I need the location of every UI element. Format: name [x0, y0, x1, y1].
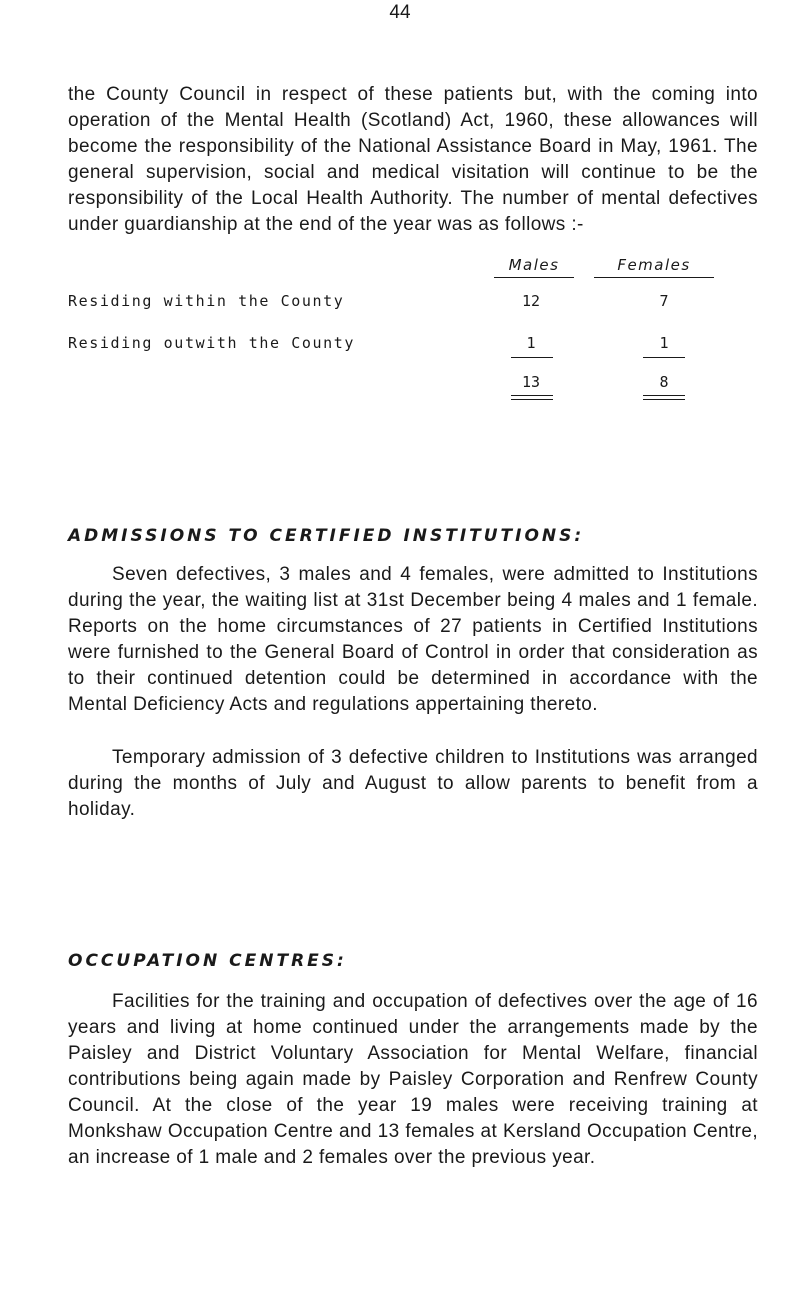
- intro-paragraph: the County Council in respect of these patients but, with the coming into operation of the Mental Health (Scotland) Act, 1960, these allowances will become the responsibility of the National Assistance Board in May, 1961. The general supervision, social and medical visitation will continue to be the responsibility of the Local Health Authority. The number of mental defectives under guardianship at the end of the year was as follows :-: [68, 84, 758, 235]
- occupation-centres-paragraph: Facilities for the training and occupation of defectives over the age of 16 years and living at home continued under the arrangements made by the Paisley and District Voluntary Association for Mental Welfare, financial contributions being again made by Paisley Corporation and Renfrew County Council. At the close of the year 19 males were receiving training at Monkshaw Occupation Centre and 13 females at Kersland Occupation Centre, an increase of 1 male and 2 females over the previous year.: [68, 991, 758, 1168]
- females-cell: 1: [659, 334, 669, 352]
- page-number: 44: [389, 2, 411, 23]
- admissions-paragraph: Seven defectives, 3 males and 4 females, were admitted to Institutions during the year, the waiting list at 31st December being 4 males and 1 female. Reports on the home circumstances of 27 patients in Certified Institutions were furnished to the General Board of Control in order that consideration as to their continued detention could be determined in accordance with the Mental Deficiency Acts and regulations appertaining thereto.: [68, 564, 758, 715]
- males-cell: 1: [526, 334, 536, 352]
- admissions-heading: ADMISSIONS TO CERTIFIED INSTITUTIONS:: [68, 526, 585, 546]
- subtotal-rule-males: [511, 357, 553, 358]
- males-column-header: Males: [494, 256, 574, 278]
- occupation-centres-heading: OCCUPATION CENTRES:: [68, 951, 347, 971]
- subtotal-rule-females: [643, 357, 685, 358]
- females-column-header: Females: [594, 256, 714, 278]
- total-double-rule-females: [643, 395, 685, 400]
- males-total: 13: [521, 373, 541, 391]
- row-label: Residing outwith the County: [68, 334, 356, 352]
- females-total: 8: [659, 373, 669, 391]
- row-label: Residing within the County: [68, 292, 345, 310]
- total-double-rule-males: [511, 395, 553, 400]
- females-cell: 7: [659, 292, 669, 310]
- temporary-admission-paragraph: Temporary admission of 3 defective children to Institutions was arranged during the months of July and August to allow parents to benefit from a holiday.: [68, 747, 758, 820]
- males-cell: 12: [521, 292, 541, 310]
